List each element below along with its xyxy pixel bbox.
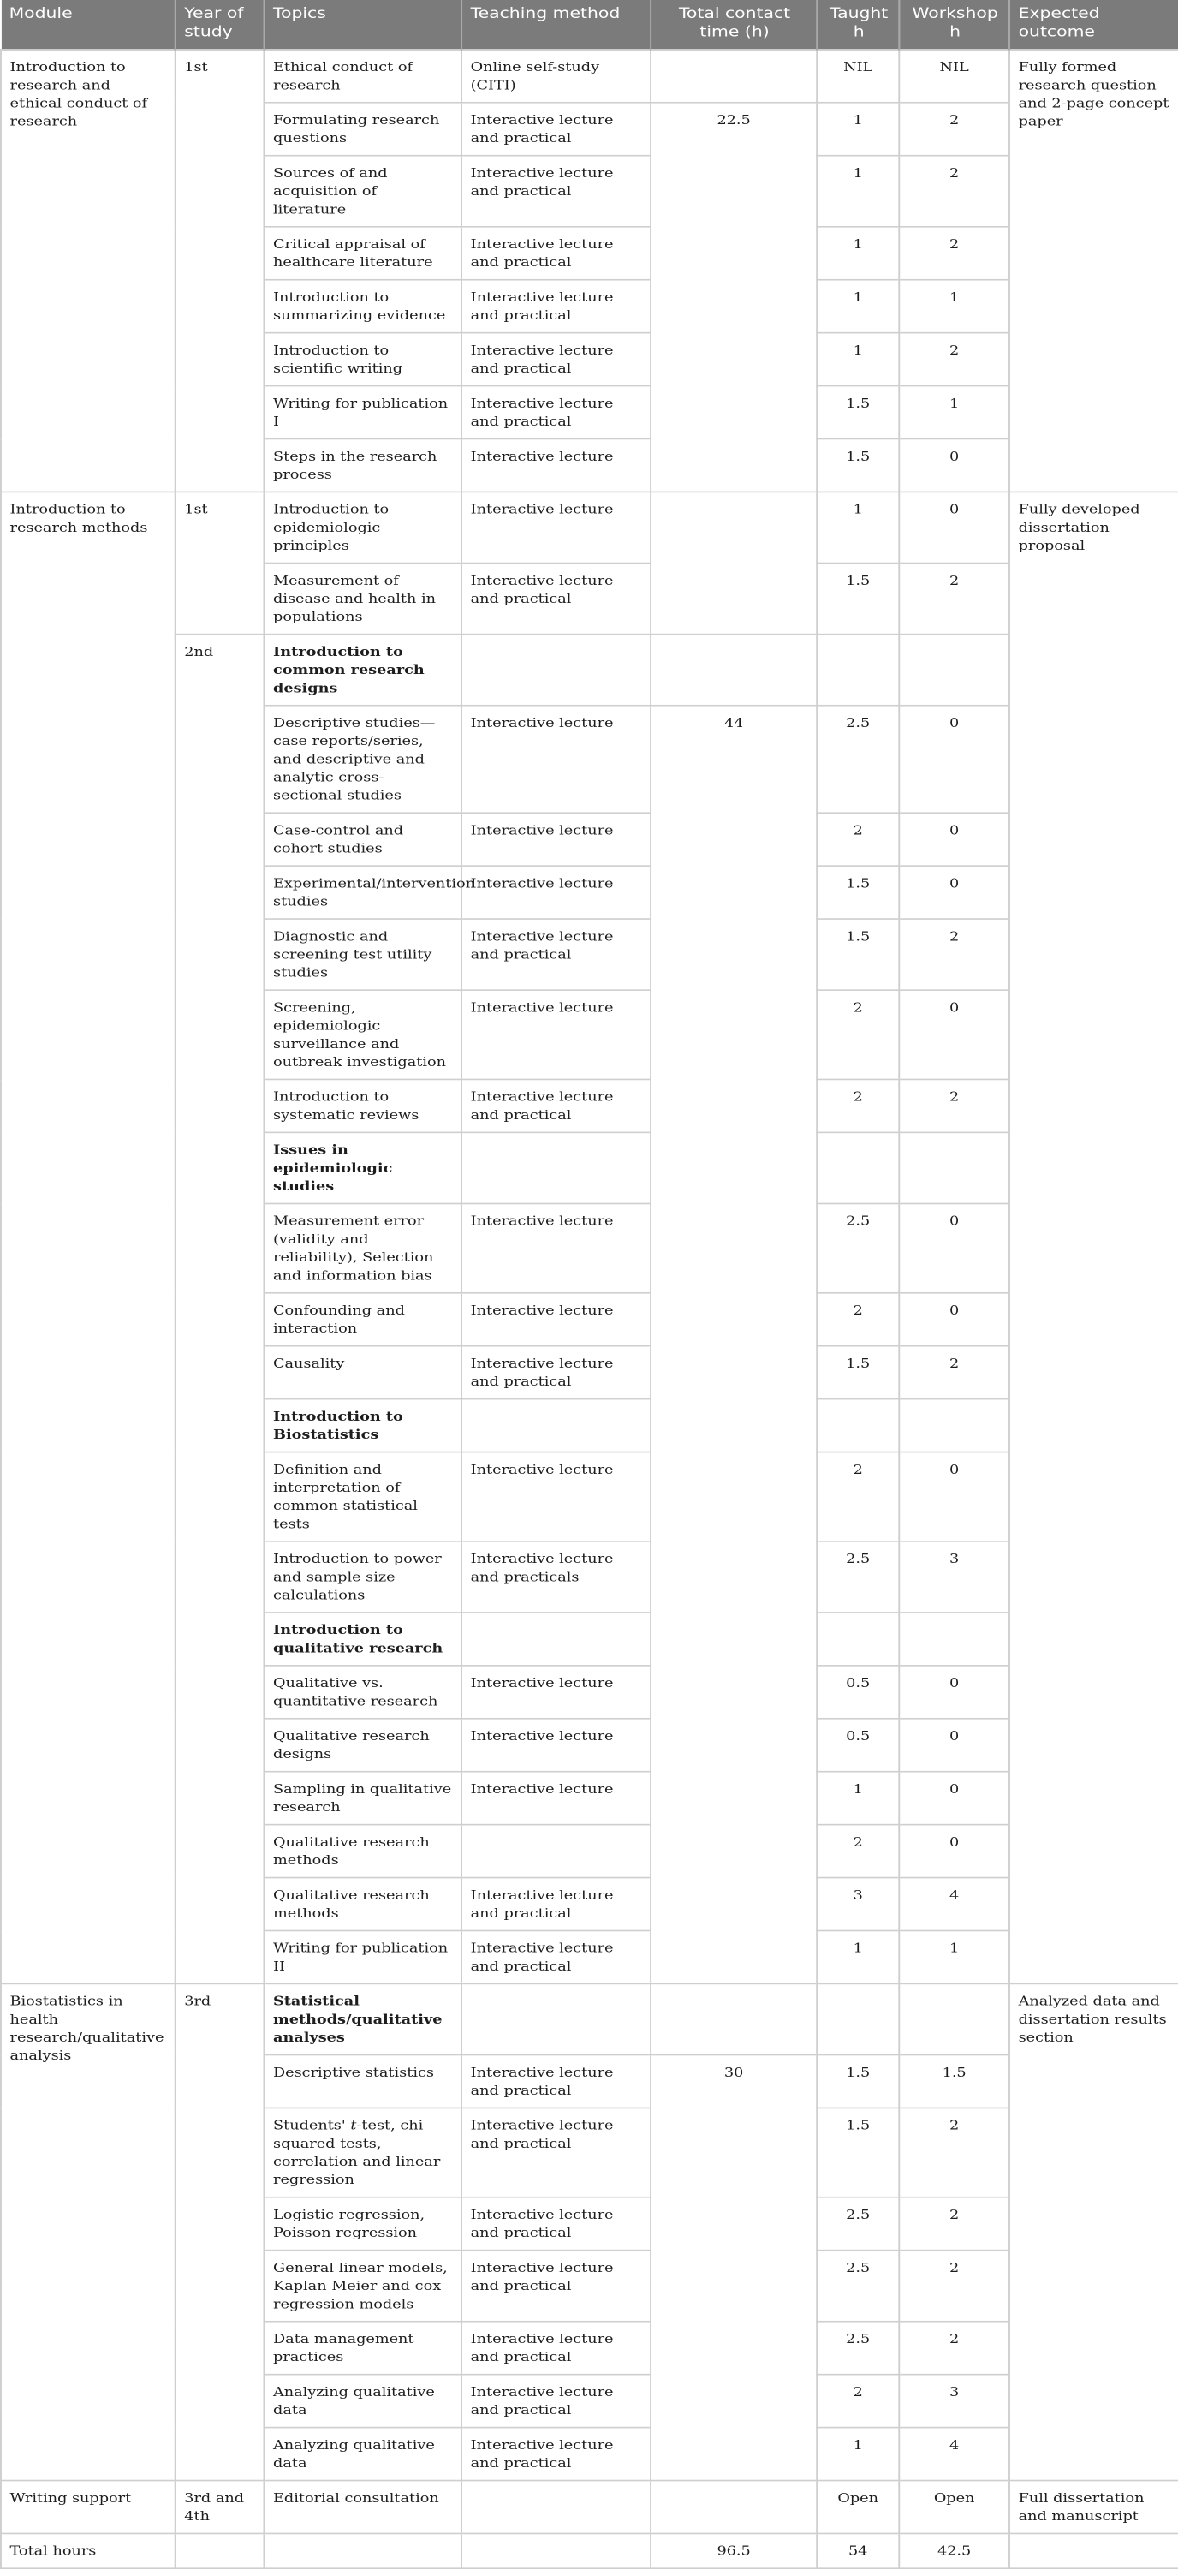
teaching-method-cell	[461, 1983, 651, 2054]
topic-cell: Steps in the research process	[264, 438, 461, 492]
contact-time-cell	[651, 635, 817, 706]
expected-outcome-cell: Fully formed research question and 2-page concept paper	[1009, 50, 1178, 492]
taught-hours-cell: 2.5	[817, 2197, 899, 2251]
workshop-hours-cell: 0	[899, 706, 1009, 813]
teaching-method-cell	[461, 635, 651, 706]
table-row	[1, 1983, 1178, 2054]
header-teaching-method: Teaching method	[461, 0, 651, 50]
topic-cell: Descriptive studies—case reports/series, and descriptive and analytic cross-sectional studies	[264, 706, 461, 813]
topic-cell: Definition and interpretation of common statistical tests	[264, 1452, 461, 1541]
teaching-method-cell: Online self-study (CITI)	[461, 50, 651, 103]
taught-hours-cell: 1	[817, 280, 899, 333]
topic-cell: Writing for publication I	[264, 386, 461, 439]
workshop-hours-cell: 2	[899, 103, 1009, 156]
header-workshop: Workshop h	[899, 0, 1009, 50]
teaching-method-cell	[461, 2481, 651, 2534]
taught-hours-cell: 1.5	[817, 438, 899, 492]
topic-cell: Screening, epidemiologic surveillance and outbreak investigation	[264, 990, 461, 1079]
year-cell: 2nd	[176, 635, 265, 1984]
teaching-method-cell: Interactive lecture and practical	[461, 2322, 651, 2375]
table-row	[1, 635, 1178, 706]
teaching-method-cell: Interactive lecture and practical	[461, 2055, 651, 2108]
teaching-method-cell: Interactive lecture	[461, 1772, 651, 1825]
taught-hours-cell: 1	[817, 227, 899, 280]
taught-hours-cell: 1.5	[817, 866, 899, 919]
teaching-method-cell: Interactive lecture and practicals	[461, 1541, 651, 1613]
topic-cell: Confounding and interaction	[264, 1293, 461, 1346]
header-module: Module	[1, 0, 176, 50]
contact-time-cell: 22.5	[651, 103, 817, 492]
teaching-method-cell: Interactive lecture and practical	[461, 333, 651, 386]
teaching-method-cell: Interactive lecture	[461, 866, 651, 919]
topic-cell: Logistic regression, Poisson regression	[264, 2197, 461, 2251]
workshop-hours-cell: 1	[899, 280, 1009, 333]
empty-cell	[1009, 2533, 1178, 2568]
module-name-cell: Biostatistics in health research/qualitative analysis	[1, 1983, 176, 2480]
workshop-hours-cell	[899, 635, 1009, 706]
taught-hours-cell: 2	[817, 2375, 899, 2428]
taught-hours-cell: 0.5	[817, 1719, 899, 1772]
topic-cell: Introduction to scientific writing	[264, 333, 461, 386]
topic-cell: Formulating research questions	[264, 103, 461, 156]
expected-outcome-cell: Analyzed data and dissertation results section	[1009, 1983, 1178, 2480]
year-cell: 1st	[176, 492, 265, 634]
workshop-hours-cell: 2	[899, 2322, 1009, 2375]
workshop-hours-cell: 2	[899, 2197, 1009, 2251]
topic-cell: Qualitative research methods	[264, 1825, 461, 1878]
taught-hours-cell: 1.5	[817, 386, 899, 439]
topic-cell: General linear models, Kaplan Meier and cox regression models	[264, 2251, 461, 2322]
year-cell: 3rd	[176, 1983, 265, 2480]
workshop-hours-cell: 0	[899, 1772, 1009, 1825]
topic-cell: Diagnostic and screening test utility studies	[264, 919, 461, 990]
taught-hours-cell: 1	[817, 1930, 899, 1983]
teaching-method-cell: Interactive lecture and practical	[461, 1079, 651, 1132]
topic-cell: Qualitative vs. quantitative research	[264, 1666, 461, 1719]
topic-cell: Critical appraisal of healthcare literature	[264, 227, 461, 280]
teaching-method-cell: Interactive lecture	[461, 1452, 651, 1541]
year-cell: 1st	[176, 50, 265, 492]
total-taught-cell: 54	[817, 2533, 899, 2568]
workshop-hours-cell: 2	[899, 156, 1009, 227]
teaching-method-cell: Interactive lecture and practical	[461, 156, 651, 227]
workshop-hours-cell: 2	[899, 333, 1009, 386]
taught-hours-cell: 2.5	[817, 706, 899, 813]
teaching-method-cell	[461, 1399, 651, 1452]
teaching-method-cell: Interactive lecture and practical	[461, 919, 651, 990]
topic-cell: Introduction to Biostatistics	[264, 1399, 461, 1452]
workshop-hours-cell: 0	[899, 866, 1009, 919]
teaching-method-cell: Interactive lecture	[461, 990, 651, 1079]
module-name-cell: Introduction to research methods	[1, 492, 176, 1983]
taught-hours-cell: 2	[817, 813, 899, 866]
header-year: Year of study	[176, 0, 265, 50]
taught-hours-cell: 2.5	[817, 2322, 899, 2375]
teaching-method-cell: Interactive lecture and practical	[461, 280, 651, 333]
workshop-hours-cell: 0	[899, 1293, 1009, 1346]
workshop-hours-cell: 4	[899, 2428, 1009, 2481]
topic-cell: Data management practices	[264, 2322, 461, 2375]
teaching-method-cell	[461, 1132, 651, 1203]
contact-time-cell: 44	[651, 706, 817, 1984]
workshop-hours-cell: 0	[899, 1666, 1009, 1719]
workshop-hours-cell: 1	[899, 386, 1009, 439]
topic-cell: Ethical conduct of research	[264, 50, 461, 103]
topic-cell: Measurement error (validity and reliability), Selection and information bias	[264, 1203, 461, 1292]
italic-t: t	[350, 2118, 357, 2134]
workshop-hours-cell: 0	[899, 1825, 1009, 1878]
teaching-method-cell: Interactive lecture	[461, 813, 651, 866]
workshop-hours-cell: 0	[899, 1452, 1009, 1541]
expected-outcome-cell: Full dissertation and manuscript	[1009, 2481, 1178, 2534]
topic-cell: Introduction to qualitative research	[264, 1613, 461, 1666]
teaching-method-cell: Interactive lecture and practical	[461, 227, 651, 280]
workshop-hours-cell: 2	[899, 2108, 1009, 2197]
contact-time-cell	[651, 1983, 817, 2054]
topic-cell: Sampling in qualitative research	[264, 1772, 461, 1825]
teaching-method-cell: Interactive lecture and practical	[461, 1346, 651, 1399]
workshop-hours-cell: 0	[899, 1719, 1009, 1772]
taught-hours-cell: 1.5	[817, 2108, 899, 2197]
taught-hours-cell: 1.5	[817, 919, 899, 990]
workshop-hours-cell: 0	[899, 813, 1009, 866]
topic-cell: Introduction to summarizing evidence	[264, 280, 461, 333]
teaching-method-cell: Interactive lecture and practical	[461, 2251, 651, 2322]
total-label-cell: Total hours	[1, 2533, 176, 2568]
header-contact-time: Total contact time (h)	[651, 0, 817, 50]
header-taught: Taught h	[817, 0, 899, 50]
taught-hours-cell: 0.5	[817, 1666, 899, 1719]
total-row	[1, 2533, 1178, 2568]
taught-hours-cell: 2	[817, 1825, 899, 1878]
taught-hours-cell: 1	[817, 156, 899, 227]
taught-hours-cell	[817, 1613, 899, 1666]
teaching-method-cell: Interactive lecture	[461, 438, 651, 492]
topic-cell: Case-control and cohort studies	[264, 813, 461, 866]
table-row	[1, 2481, 1178, 2534]
teaching-method-cell: Interactive lecture and practical	[461, 103, 651, 156]
total-contact-cell: 96.5	[651, 2533, 817, 2568]
taught-hours-cell: Open	[817, 2481, 899, 2534]
teaching-method-cell: Interactive lecture and practical	[461, 2428, 651, 2481]
contact-time-cell	[651, 50, 817, 103]
workshop-hours-cell: 0	[899, 492, 1009, 563]
topic-cell: Introduction to epidemiologic principles	[264, 492, 461, 563]
workshop-hours-cell	[899, 1613, 1009, 1666]
workshop-hours-cell: 2	[899, 227, 1009, 280]
workshop-hours-cell: 1	[899, 1930, 1009, 1983]
taught-hours-cell	[817, 1983, 899, 2054]
teaching-method-cell	[461, 1825, 651, 1878]
year-cell: 3rd and 4th	[176, 2481, 265, 2534]
header-expected-outcome: Expected outcome	[1009, 0, 1178, 50]
header-row	[1, 0, 1178, 50]
teaching-method-cell: Interactive lecture and practical	[461, 1878, 651, 1931]
topic-cell: Introduction to common research designs	[264, 635, 461, 706]
taught-hours-cell: 2	[817, 1079, 899, 1132]
topic-cell: Students' t-test, chi squared tests, correlation and linear regression	[264, 2108, 461, 2197]
taught-hours-cell: 2	[817, 990, 899, 1079]
workshop-hours-cell: 2	[899, 919, 1009, 990]
topic-cell: Analyzing qualitative data	[264, 2375, 461, 2428]
teaching-method-cell	[461, 1613, 651, 1666]
empty-cell	[264, 2533, 461, 2568]
taught-hours-cell: 1	[817, 333, 899, 386]
teaching-method-cell: Interactive lecture	[461, 492, 651, 563]
workshop-hours-cell	[899, 1399, 1009, 1452]
topic-cell: Causality	[264, 1346, 461, 1399]
topic-cell: Descriptive statistics	[264, 2055, 461, 2108]
taught-hours-cell: 2.5	[817, 2251, 899, 2322]
teaching-method-cell: Interactive lecture	[461, 1719, 651, 1772]
teaching-method-cell: Interactive lecture	[461, 1666, 651, 1719]
contact-time-cell	[651, 492, 817, 634]
workshop-hours-cell: 3	[899, 1541, 1009, 1613]
taught-hours-cell: 2	[817, 1452, 899, 1541]
table-row	[1, 50, 1178, 103]
teaching-method-cell: Interactive lecture and practical	[461, 386, 651, 439]
taught-hours-cell	[817, 635, 899, 706]
workshop-hours-cell	[899, 1983, 1009, 2054]
workshop-hours-cell: 0	[899, 1203, 1009, 1292]
topic-cell: Sources of and acquisition of literature	[264, 156, 461, 227]
workshop-hours-cell: 2	[899, 1346, 1009, 1399]
taught-hours-cell	[817, 1399, 899, 1452]
workshop-hours-cell: 1.5	[899, 2055, 1009, 2108]
taught-hours-cell: 2.5	[817, 1541, 899, 1613]
taught-hours-cell: 3	[817, 1878, 899, 1931]
total-workshop-cell: 42.5	[899, 2533, 1009, 2568]
workshop-hours-cell	[899, 1132, 1009, 1203]
topic-cell: Writing for publication II	[264, 1930, 461, 1983]
topic-cell: Introduction to systematic reviews	[264, 1079, 461, 1132]
empty-cell	[176, 2533, 265, 2568]
workshop-hours-cell: 0	[899, 438, 1009, 492]
topic-cell: Experimental/intervention studies	[264, 866, 461, 919]
workshop-hours-cell: Open	[899, 2481, 1009, 2534]
workshop-hours-cell: 2	[899, 564, 1009, 635]
table-body	[1, 50, 1178, 2568]
empty-cell	[461, 2533, 651, 2568]
header-topics: Topics	[264, 0, 461, 50]
module-name-cell: Writing support	[1, 2481, 176, 2534]
teaching-method-cell: Interactive lecture and practical	[461, 2108, 651, 2197]
taught-hours-cell: 1	[817, 1772, 899, 1825]
workshop-hours-cell: 4	[899, 1878, 1009, 1931]
taught-hours-cell: 1.5	[817, 564, 899, 635]
teaching-method-cell: Interactive lecture	[461, 706, 651, 813]
taught-hours-cell: 2	[817, 1293, 899, 1346]
taught-hours-cell: 2.5	[817, 1203, 899, 1292]
teaching-method-cell: Interactive lecture and practical	[461, 2375, 651, 2428]
taught-hours-cell: 1	[817, 103, 899, 156]
workshop-hours-cell: 2	[899, 2251, 1009, 2322]
taught-hours-cell: 1	[817, 492, 899, 563]
topic-cell: Issues in epidemiologic studies	[264, 1132, 461, 1203]
topic-cell: Qualitative research designs	[264, 1719, 461, 1772]
taught-hours-cell: 1	[817, 2428, 899, 2481]
teaching-method-cell: Interactive lecture and practical	[461, 1930, 651, 1983]
topic-cell: Statistical methods/qualitative analyses	[264, 1983, 461, 2054]
taught-hours-cell	[817, 1132, 899, 1203]
workshop-hours-cell: 2	[899, 1079, 1009, 1132]
module-name-cell: Introduction to research and ethical conduct of research	[1, 50, 176, 492]
taught-hours-cell: NIL	[817, 50, 899, 103]
contact-time-cell	[651, 2481, 817, 2534]
workshop-hours-cell: 0	[899, 990, 1009, 1079]
contact-time-cell: 30	[651, 2055, 817, 2481]
workshop-hours-cell: NIL	[899, 50, 1009, 103]
expected-outcome-cell: Fully developed dissertation proposal	[1009, 492, 1178, 1983]
table-row	[1, 492, 1178, 563]
teaching-method-cell: Interactive lecture and practical	[461, 564, 651, 635]
topic-cell: Analyzing qualitative data	[264, 2428, 461, 2481]
workshop-hours-cell: 3	[899, 2375, 1009, 2428]
taught-hours-cell: 1.5	[817, 1346, 899, 1399]
taught-hours-cell: 1.5	[817, 2055, 899, 2108]
teaching-method-cell: Interactive lecture	[461, 1203, 651, 1292]
topic-cell: Introduction to power and sample size calculations	[264, 1541, 461, 1613]
teaching-method-cell: Interactive lecture	[461, 1293, 651, 1346]
topic-cell: Qualitative research methods	[264, 1878, 461, 1931]
topic-cell: Editorial consultation	[264, 2481, 461, 2534]
topic-cell: Measurement of disease and health in populations	[264, 564, 461, 635]
teaching-method-cell: Interactive lecture and practical	[461, 2197, 651, 2251]
